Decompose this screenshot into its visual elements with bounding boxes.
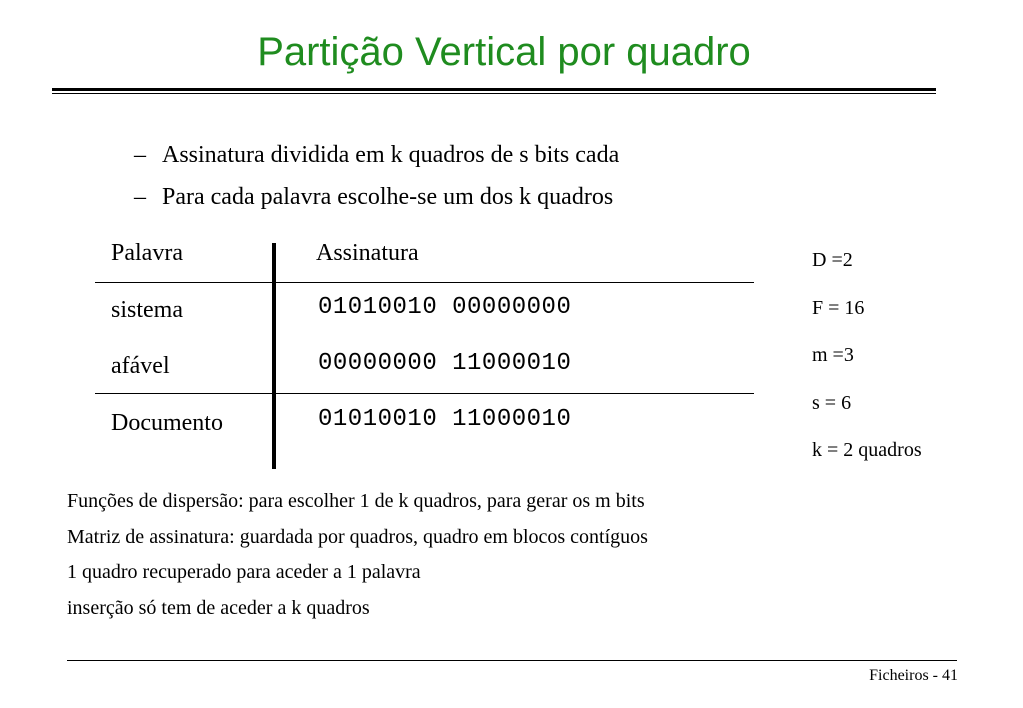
bullet-item bbox=[134, 138, 619, 180]
bullet-text: Para cada palavra escolhe-se um dos k quadros bbox=[162, 184, 614, 210]
bullet-item bbox=[134, 180, 619, 222]
row-signature: 01010010 00000000 bbox=[318, 294, 572, 321]
notes-block bbox=[67, 485, 648, 627]
table-header-divider bbox=[95, 282, 754, 283]
row-signature: 00000000 11000010 bbox=[318, 350, 572, 377]
row-word: Documento bbox=[111, 410, 223, 436]
title-divider-thin bbox=[52, 93, 936, 94]
row-word: afável bbox=[111, 353, 170, 379]
slide-footer: Ficheiros - 41 bbox=[869, 667, 958, 684]
parameter-item: k = 2 quadros bbox=[812, 439, 922, 461]
note-line: Matriz de assinatura: guardada por quadros, quadro em blocos contíguos bbox=[67, 525, 648, 548]
footer-divider bbox=[67, 660, 957, 661]
parameter-list bbox=[812, 245, 922, 483]
row-signature: 01010010 11000010 bbox=[318, 406, 572, 433]
row-word: sistema bbox=[111, 297, 183, 323]
parameter-item: s = 6 bbox=[812, 391, 852, 414]
bullet-text: Assinatura dividida em k quadros de s bits cada bbox=[162, 142, 620, 168]
note-line: Funções de dispersão: para escolher 1 de k quadros, para gerar os m bits bbox=[67, 490, 645, 512]
parameter-item: m =3 bbox=[812, 344, 854, 366]
bullet-list bbox=[134, 138, 619, 222]
parameter-item: D =2 bbox=[812, 249, 853, 271]
title-divider-thick bbox=[52, 88, 936, 91]
note-line: inserção só tem de aceder a k quadros bbox=[67, 596, 370, 619]
header-palavra: Palavra bbox=[111, 240, 183, 266]
table-row-divider bbox=[95, 393, 754, 394]
bullet-marker: – bbox=[134, 142, 146, 168]
table-vertical-divider bbox=[272, 243, 276, 469]
parameter-item: F = 16 bbox=[812, 296, 865, 319]
slide-title: Partição Vertical por quadro bbox=[257, 30, 751, 74]
note-line: 1 quadro recuperado para aceder a 1 palavra bbox=[67, 561, 421, 583]
bullet-marker: – bbox=[134, 184, 146, 210]
header-assinatura: Assinatura bbox=[316, 240, 419, 266]
